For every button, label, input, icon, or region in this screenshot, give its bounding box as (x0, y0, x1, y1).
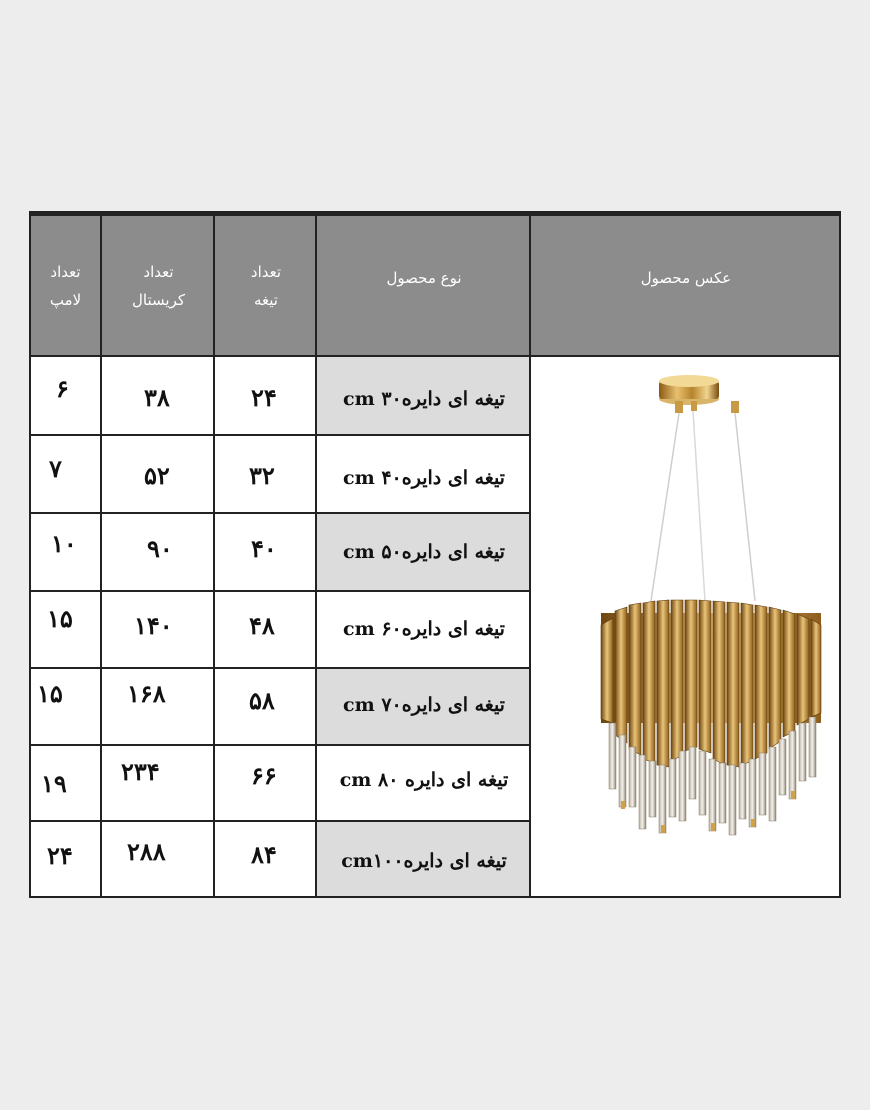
crystals-cell: ۱۴۰ (134, 611, 173, 640)
chandelier-icon (563, 363, 839, 898)
lamps-cell: ۲۴ (47, 841, 73, 870)
blades-cell: ۲۴ (251, 383, 277, 412)
chandelier-photo (563, 363, 839, 898)
crystals-cell: ۳۸ (144, 383, 170, 412)
product-type-cell: تیغه ای دایرهcm۱۰۰ (341, 850, 507, 872)
header-crystals: تعداد کریستال (132, 263, 185, 309)
product-type-cell: تیغه ای دایره۶۰ cm (343, 618, 505, 640)
lamps-cell: ۱۵ (37, 679, 63, 708)
crystals-cell: ۲۸۸ (127, 837, 166, 866)
blades-cell: ۸۴ (251, 840, 277, 869)
blades-cell: ۳۲ (249, 461, 275, 490)
product-type-cell: تیغه ای دایره۳۰ cm (343, 388, 505, 410)
product-type-cell: تیغه ای دایره ۸۰ cm (339, 769, 509, 791)
crystals-cell: ۱۶۸ (127, 679, 166, 708)
product-type-cell: تیغه ای دایره۴۰ cm (343, 467, 505, 489)
lamps-cell: ۱۹ (41, 769, 67, 798)
blades-cell: ۴۰ (251, 534, 277, 563)
header-type: نوع محصول (386, 269, 462, 287)
product-type-cell: تیغه ای دایره۷۰ cm (343, 694, 505, 716)
lamps-cell: ۱۰ (51, 529, 77, 558)
header-lamps: تعداد لامپ (49, 263, 82, 309)
header-photo: عکس محصول (640, 269, 732, 287)
header-blades: تعداد تیغه (250, 263, 282, 309)
product-type-cell: تیغه ای دایره۵۰ cm (343, 541, 505, 563)
blades-cell: ۵۸ (249, 686, 275, 715)
crystals-cell: ۵۲ (144, 461, 170, 490)
lamps-cell: ۱۵ (47, 604, 73, 633)
blades-cell: ۴۸ (249, 611, 275, 640)
blades-cell: ۶۶ (251, 761, 277, 790)
crystals-cell: ۹۰ (147, 534, 173, 563)
crystals-cell: ۲۳۴ (121, 757, 160, 786)
lamps-cell: ۶ (56, 374, 69, 403)
product-spec-table (29, 211, 841, 898)
lamps-cell: ۷ (49, 454, 62, 483)
